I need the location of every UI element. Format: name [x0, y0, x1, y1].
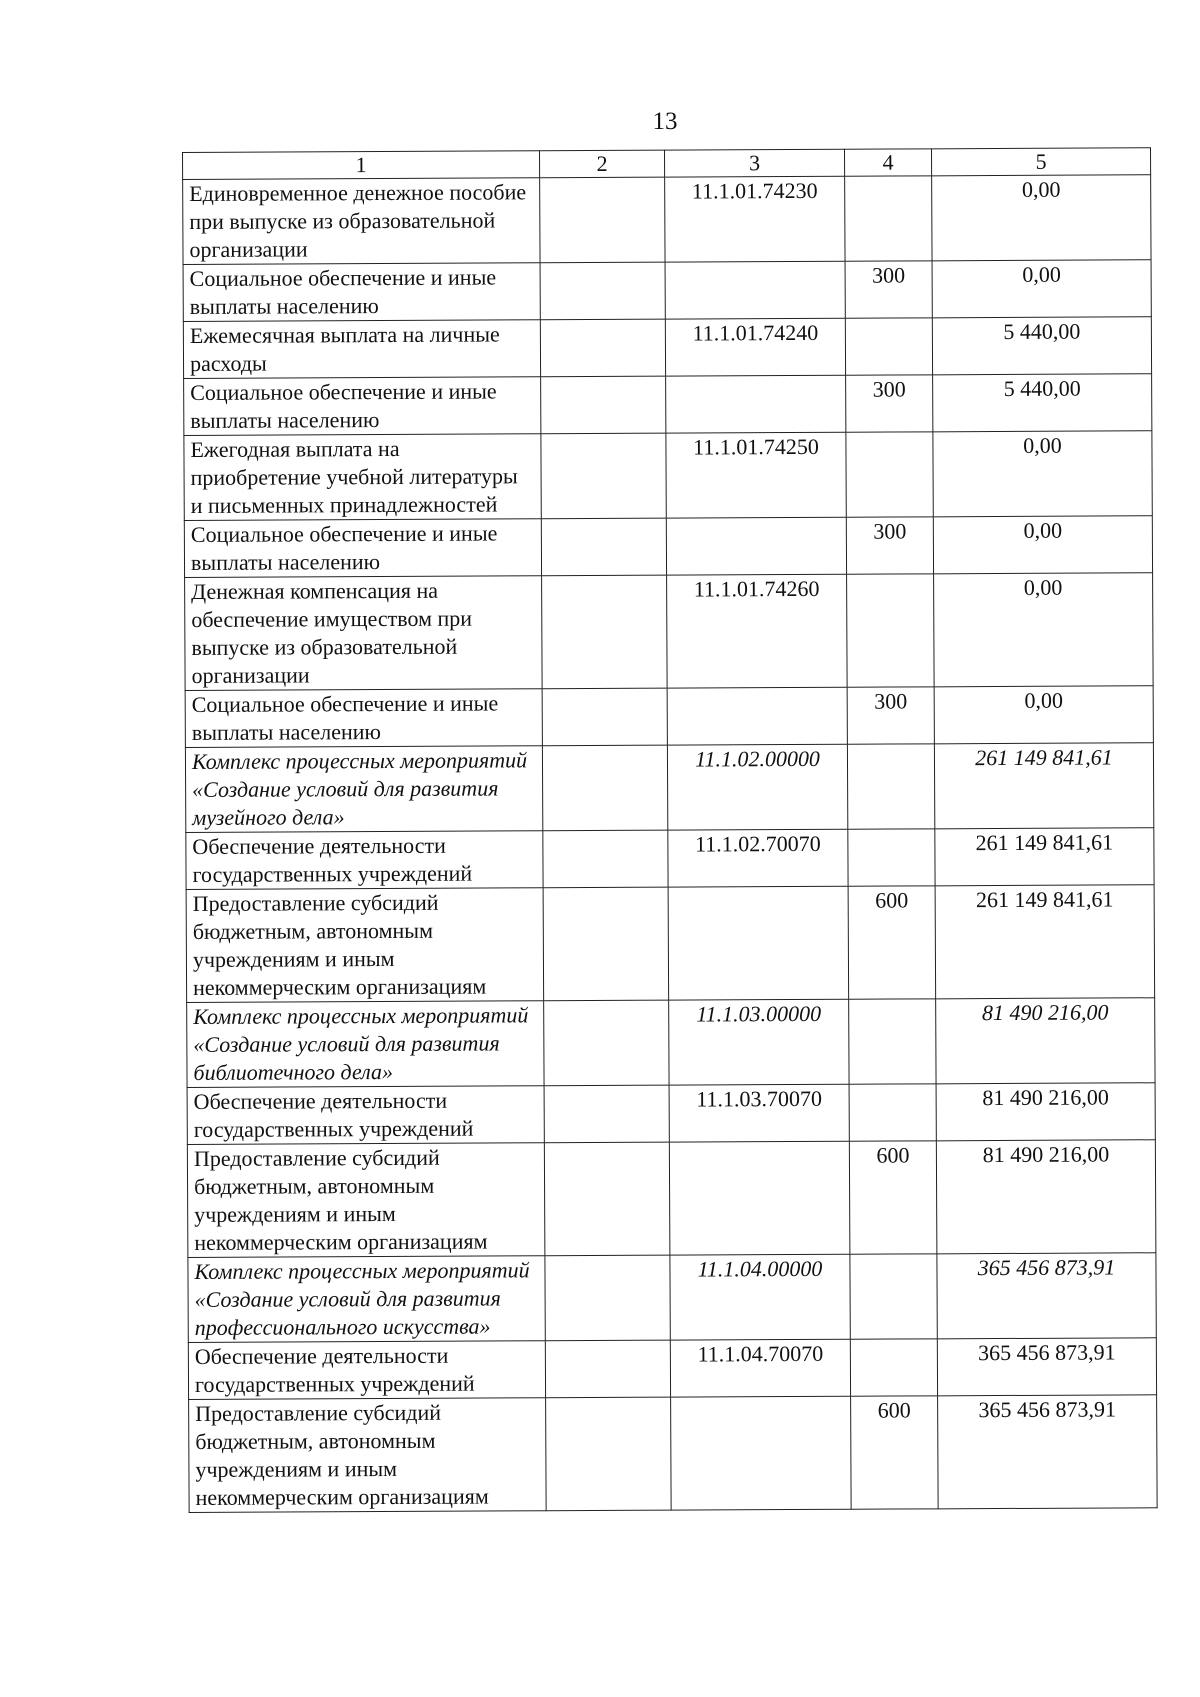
row-group-cell: [546, 1397, 672, 1511]
row-name-cell: Социальное обеспечение и иные выплаты населению: [183, 263, 540, 322]
row-code-cell: 11.1.04.70070: [670, 1339, 850, 1397]
row-amount-cell: 81 490 216,00: [936, 1083, 1155, 1141]
table-row: [186, 885, 1155, 1003]
row-code-cell: 11.1.01.74240: [665, 318, 845, 376]
row-code-cell: 11.1.03.70070: [669, 1084, 849, 1142]
row-name-cell: Комплекс процессных мероприятий «Создание условий для развития музейного дела»: [185, 746, 542, 833]
row-name-cell: Предоставление субсидий бюджетным, автономным учреждениям и иным некоммерческим организациям: [186, 888, 544, 1003]
table-row: [188, 1338, 1156, 1400]
row-expense-type-cell: [850, 1254, 937, 1339]
row-expense-type-cell: 600: [851, 1396, 939, 1509]
row-group-cell: [542, 688, 667, 746]
row-code-cell: [666, 375, 846, 433]
row-expense-type-cell: [845, 176, 932, 261]
row-group-cell: [545, 1255, 670, 1341]
row-name-cell: Предоставление субсидий бюджетным, автономным учреждениям и иным некоммерческим организациям: [187, 1143, 545, 1258]
row-group-cell: [540, 262, 665, 320]
table-row: [183, 175, 1151, 265]
row-expense-type-cell: 600: [849, 1141, 937, 1254]
row-group-cell: [544, 1085, 669, 1143]
table-row: [184, 516, 1152, 578]
row-expense-type-cell: [850, 1339, 937, 1396]
table-row: [185, 743, 1153, 833]
row-amount-cell: 365 456 873,91: [937, 1338, 1156, 1396]
row-expense-type-cell: 300: [846, 375, 933, 432]
column-number: 2: [539, 150, 664, 178]
row-expense-type-cell: [846, 432, 933, 517]
row-name-cell: Социальное обеспечение и иные выплаты населению: [184, 519, 541, 578]
row-name-cell: Денежная компенсация на обеспечение имуществом при выпуске из образовательной организации: [185, 576, 543, 691]
row-expense-type-cell: 300: [847, 687, 934, 744]
table-row: [183, 317, 1151, 379]
table-row: [186, 828, 1154, 890]
row-code-cell: 11.1.02.00000: [667, 744, 847, 830]
row-expense-type-cell: [845, 318, 932, 375]
row-amount-cell: 261 149 841,61: [934, 743, 1153, 829]
row-group-cell: [541, 376, 666, 434]
row-expense-type-cell: [849, 999, 936, 1084]
row-code-cell: 11.1.01.74250: [666, 432, 846, 518]
table-row: [187, 1140, 1156, 1258]
row-expense-type-cell: [848, 829, 935, 886]
table-row: [183, 260, 1151, 322]
row-group-cell: [542, 575, 668, 689]
budget-table: [182, 147, 1158, 1513]
row-amount-cell: 365 456 873,91: [937, 1253, 1156, 1339]
row-name-cell: Комплекс процессных мероприятий «Создание условий для развития библиотечного дела»: [187, 1001, 544, 1088]
row-expense-type-cell: [847, 574, 935, 687]
row-amount-cell: 81 490 216,00: [936, 998, 1155, 1084]
row-name-cell: Социальное обеспечение и иные выплаты населению: [185, 689, 542, 748]
row-code-cell: 11.1.04.00000: [670, 1254, 850, 1340]
row-expense-type-cell: [847, 744, 934, 829]
page-number: 13: [652, 108, 678, 135]
column-number: 5: [931, 148, 1150, 176]
row-amount-cell: 261 149 841,61: [935, 828, 1154, 886]
row-group-cell: [544, 1142, 670, 1256]
row-code-cell: 11.1.02.70070: [668, 829, 848, 887]
row-expense-type-cell: [849, 1084, 936, 1141]
row-code-cell: [665, 261, 845, 319]
row-amount-cell: 0,00: [932, 260, 1151, 318]
row-expense-type-cell: 300: [846, 517, 933, 574]
row-group-cell: [543, 887, 669, 1001]
row-name-cell: Предоставление субсидий бюджетным, автономным учреждениям и иным некоммерческим организациям: [189, 1398, 547, 1513]
table-row: [187, 1083, 1155, 1145]
row-group-cell: [540, 319, 665, 377]
table-row: [188, 1253, 1156, 1343]
row-name-cell: Социальное обеспечение и иные выплаты населению: [184, 377, 541, 436]
row-group-cell: [541, 518, 666, 576]
row-expense-type-cell: 600: [848, 886, 936, 999]
row-code-cell: [668, 886, 849, 1000]
column-number: 3: [664, 149, 844, 177]
row-expense-type-cell: 300: [845, 261, 932, 318]
row-amount-cell: 365 456 873,91: [938, 1395, 1158, 1509]
row-group-cell: [540, 177, 665, 263]
table-row: [189, 1395, 1158, 1513]
table-row: [187, 998, 1155, 1088]
row-group-cell: [545, 1340, 670, 1398]
row-amount-cell: 0,00: [934, 686, 1153, 744]
table-row: [184, 431, 1152, 521]
row-amount-cell: 0,00: [933, 516, 1152, 574]
row-group-cell: [544, 1000, 669, 1086]
table-row: [185, 573, 1154, 691]
row-code-cell: [667, 687, 847, 745]
column-number: 1: [183, 151, 540, 180]
row-name-cell: Ежемесячная выплата на личные расходы: [183, 320, 540, 379]
row-amount-cell: 81 490 216,00: [936, 1140, 1156, 1254]
row-name-cell: Обеспечение деятельности государственных учреждений: [187, 1086, 544, 1145]
budget-table-container: [182, 147, 1157, 1513]
row-group-cell: [542, 745, 667, 831]
table-row: [185, 686, 1153, 748]
row-amount-cell: 0,00: [932, 175, 1151, 261]
row-name-cell: Ежегодная выплата на приобретение учебной литературы и письменных принадлежностей: [184, 434, 541, 521]
row-group-cell: [541, 433, 666, 519]
row-amount-cell: 0,00: [933, 431, 1152, 517]
row-amount-cell: 5 440,00: [933, 374, 1152, 432]
row-amount-cell: 261 149 841,61: [935, 885, 1155, 999]
row-amount-cell: 5 440,00: [932, 317, 1151, 375]
table-body: [183, 175, 1158, 1513]
row-code-cell: [671, 1396, 852, 1510]
row-code-cell: 11.1.01.74260: [667, 574, 848, 688]
row-name-cell: Единовременное денежное пособие при выпуске из образовательной организации: [183, 178, 540, 265]
table-row: [184, 374, 1152, 436]
row-group-cell: [543, 830, 668, 888]
row-name-cell: Комплекс процессных мероприятий «Создание условий для развития профессионального искусства»: [188, 1256, 545, 1343]
row-name-cell: Обеспечение деятельности государственных учреждений: [188, 1341, 545, 1400]
row-code-cell: 11.1.03.00000: [669, 999, 849, 1085]
column-number: 4: [844, 149, 931, 176]
row-amount-cell: 0,00: [934, 573, 1154, 687]
row-name-cell: Обеспечение деятельности государственных учреждений: [186, 831, 543, 890]
row-code-cell: [669, 1141, 850, 1255]
row-code-cell: [666, 517, 846, 575]
row-code-cell: 11.1.01.74230: [665, 176, 845, 262]
